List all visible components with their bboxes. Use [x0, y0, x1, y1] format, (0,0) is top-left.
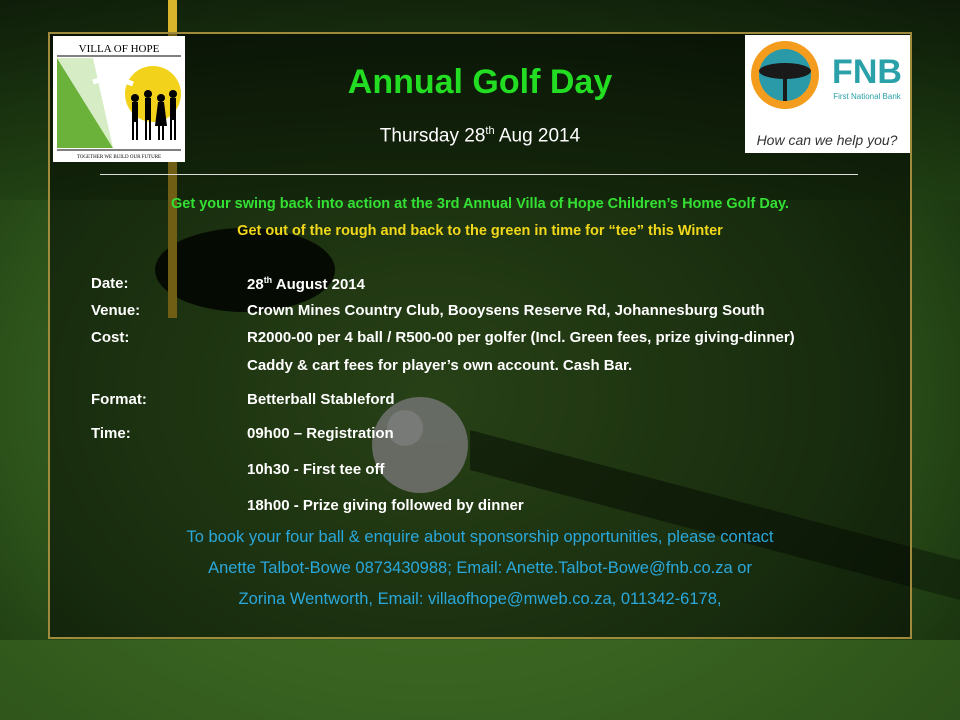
format-value: Betterball Stableford: [247, 391, 395, 408]
cost-value-line-2: Caddy & cart fees for player’s own account. Cash Bar.: [247, 357, 633, 374]
time-first-tee: 10h30 - First tee off: [247, 461, 385, 478]
time-label: Time:: [91, 425, 131, 442]
divider: [100, 174, 858, 175]
svg-text:First National Bank: First National Bank: [833, 92, 901, 101]
tagline-line-1: Get your swing back into action at the 3rd Annual Villa of Hope Children’s Home Golf Day.: [171, 196, 789, 212]
contact-line-1: To book your four ball & enquire about sponsorship opportunities, please contact: [186, 528, 774, 546]
venue-value: Crown Mines Country Club, Booysens Reserve Rd, Johannesburg South: [247, 302, 765, 319]
contact-line-3: Zorina Wentworth, Email: villaofhope@mweb.co.za, 011342-6178,: [238, 590, 722, 608]
svg-text:FNB: FNB: [832, 53, 902, 91]
villa-of-hope-logo: [53, 36, 185, 162]
time-registration: 09h00 – Registration: [247, 425, 394, 442]
time-prize-giving: 18h00 - Prize giving followed by dinner: [247, 497, 524, 514]
date-label: Date:: [91, 275, 129, 292]
date-value: 28th August 2014: [247, 275, 365, 293]
event-date-header: Thursday 28th Aug 2014: [379, 125, 581, 147]
fnb-logo: [745, 35, 910, 153]
svg-text:How can we help you?: How can we help you?: [756, 132, 898, 148]
event-title: Annual Golf Day: [347, 63, 613, 101]
svg-text:VILLA OF HOPE: VILLA OF HOPE: [78, 43, 160, 55]
tagline-line-2: Get out of the rough and back to the green in time for “tee” this Winter: [237, 223, 723, 239]
venue-label: Venue:: [91, 302, 141, 319]
contact-line-2: Anette Talbot-Bowe 0873430988; Email: Anette.Talbot-Bowe@fnb.co.za or: [208, 559, 752, 577]
cost-value-line-1: R2000-00 per 4 ball / R500-00 per golfer (Incl. Green fees, prize giving-dinner): [247, 329, 795, 346]
format-label: Format:: [91, 391, 147, 408]
svg-text:TOGETHER WE BUILD OUR FUTURE: TOGETHER WE BUILD OUR FUTURE: [76, 155, 162, 160]
cost-label: Cost:: [91, 329, 130, 346]
